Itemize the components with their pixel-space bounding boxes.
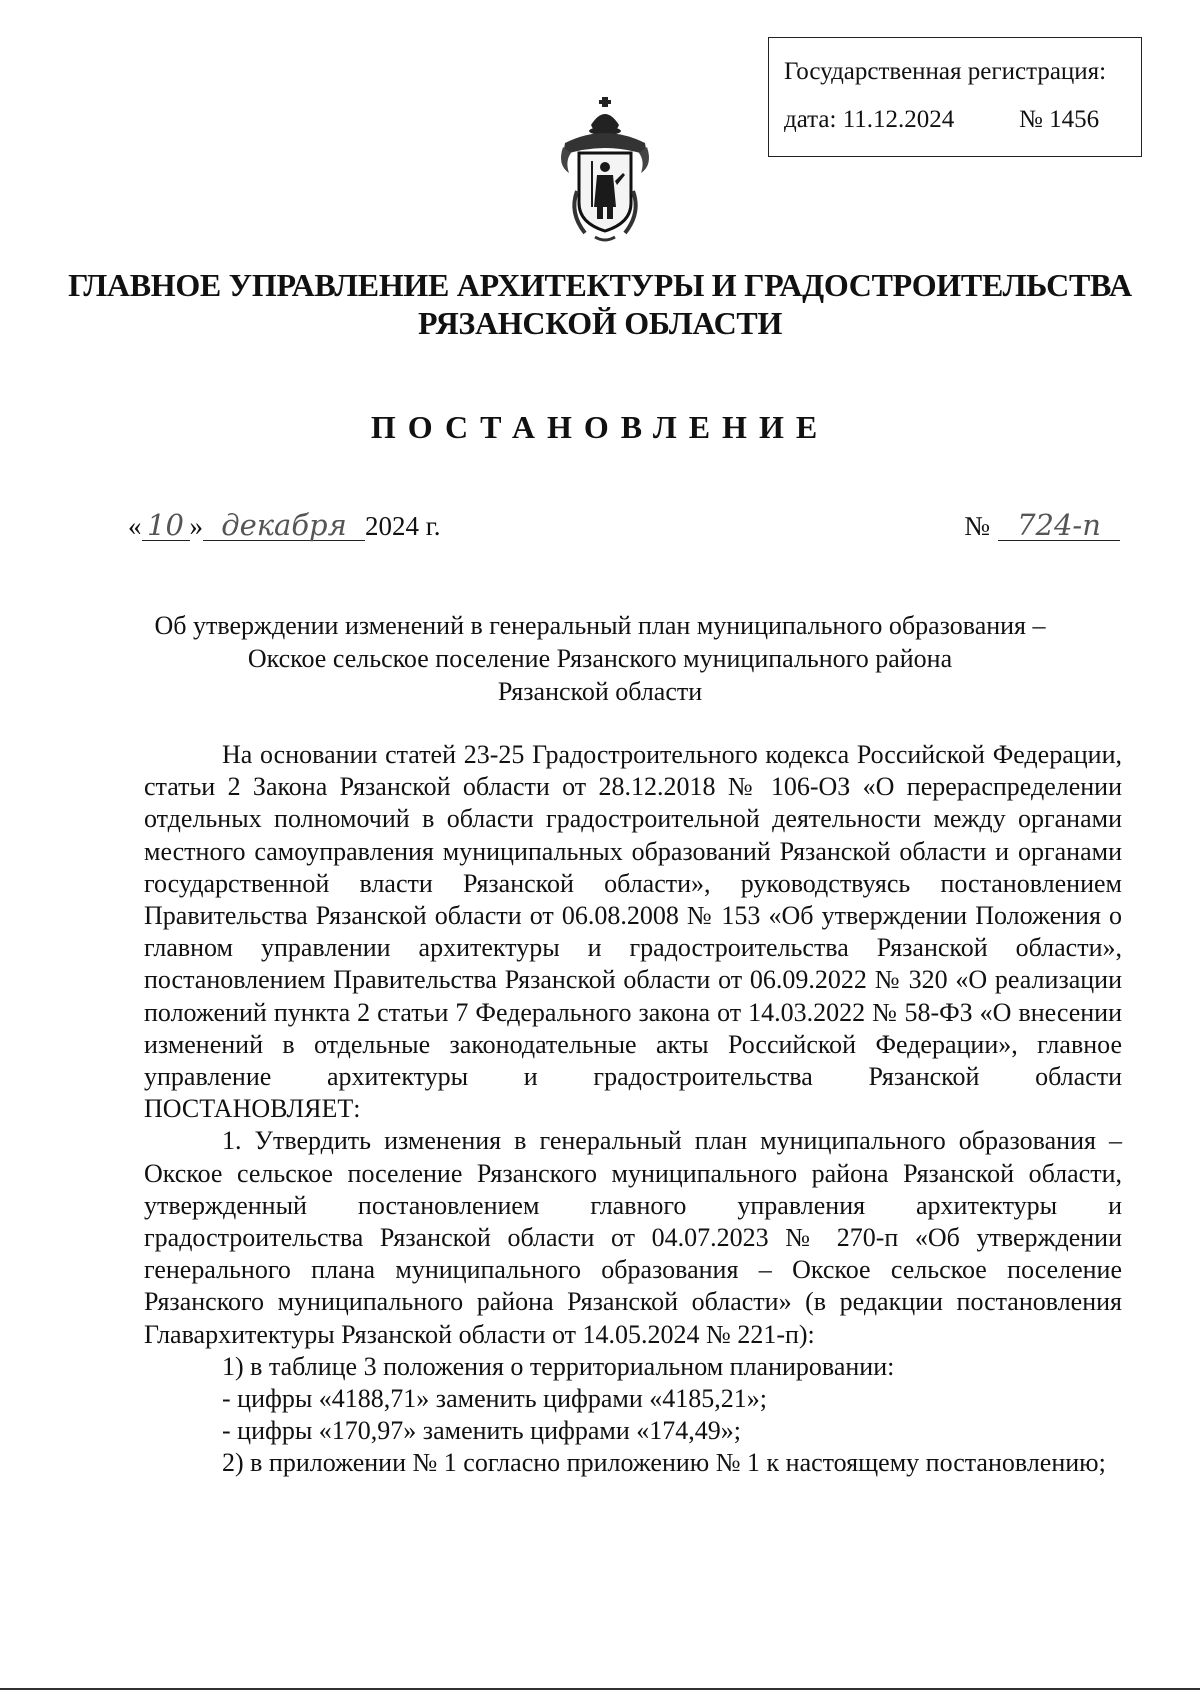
decree-number (964, 510, 1120, 542)
page-bottom-rule (0, 1688, 1200, 1690)
organization-name (60, 266, 1140, 342)
registration-date: дата: 11.12.2024 (784, 106, 955, 133)
date-month-handwritten: декабря (203, 510, 365, 541)
organization-name-line2: РЯЗАНСКОЙ ОБЛАСТИ (417, 305, 783, 341)
sub-item-2: 2) в приложении № 1 согласно приложению № 1 к настоящему постановлению; (222, 1448, 1106, 1478)
subject-line2: Окское сельское поселение Рязанского муниципального района (247, 644, 953, 673)
subject-line1: Об утверждении изменений в генеральный план муниципального образования – (154, 611, 1046, 640)
sub-item-1: 1) в таблице 3 положения о территориальном планировании: (222, 1351, 895, 1381)
date-day-handwritten: 10 (142, 510, 190, 541)
date-year: 2024 г. (365, 511, 441, 541)
preamble-paragraph: На основании статей 23-25 Градостроительного кодекса Российской Федерации, статьи 2 Закона Рязанской области от 28.12.2018 № 106-ОЗ «О перераспределении отдельных полномочий в области градостроительной деятельности между органами местного самоуправления муниципальных образований Рязанской области и органами государственной власти Рязанской области», руководствуясь постановлением Правительства Рязанской области от 06.08.2008 № 153 «Об утверждении Положения о главном управлении архитектуры и градостроительства Рязанской области», постановлением Правительства Рязанской области от 06.09.2022 № 320 «О реализации положений пункта 2 статьи 7 Федерального закона от 14.03.2022 № 58-ФЗ «О внесении изменений в отдельные законодательные акты Российской Федерации», главное управление архитектуры и градостроительства Рязанской области (144, 740, 1122, 1092)
decree-body (144, 739, 1122, 1480)
date-close-quote: » (189, 511, 203, 541)
decree-date (128, 510, 441, 542)
decree-number-handwritten: 724-п (998, 510, 1120, 541)
organization-name-line1: ГЛАВНОЕ УПРАВЛЕНИЕ АРХИТЕКТУРЫ И ГРАДОСТРОИТЕЛЬСТВА (68, 267, 1132, 303)
document-type-heading: ПОСТАНОВЛЕНИЕ (370, 409, 830, 445)
date-open-quote: « (128, 511, 142, 541)
dash-item-2: - цифры «170,97» заменить цифрами «174,49»; (222, 1416, 741, 1446)
registration-title: Государственная регистрация: (784, 58, 1107, 85)
decree-subject (60, 609, 1140, 708)
registration-stamp (768, 37, 1142, 157)
decree-number-label: № (964, 511, 990, 541)
registration-number: № 1456 (1019, 106, 1100, 133)
ryazan-coat-of-arms-icon (555, 95, 655, 245)
dash-item-1: - цифры «4188,71» заменить цифрами «4185,21»; (222, 1384, 767, 1414)
item-1-paragraph: 1. Утвердить изменения в генеральный план муниципального образования – Окское сельское поселение Рязанского муниципального района Рязанской области, утвержденный постановлением главного управления архитектуры и градостроительства Рязанской области от 04.07.2023 № 270-п «Об утверждении генерального плана муниципального образования – Окское сельское поселение Рязанского муниципального района Рязанской области» (в редакции постановления Главархитектуры Рязанской области от 14.05.2024 № 221-п): (144, 1126, 1122, 1349)
subject-line3: Рязанской области (497, 677, 703, 706)
decree-keyword: ПОСТАНОВЛЯЕТ: (144, 1094, 361, 1124)
